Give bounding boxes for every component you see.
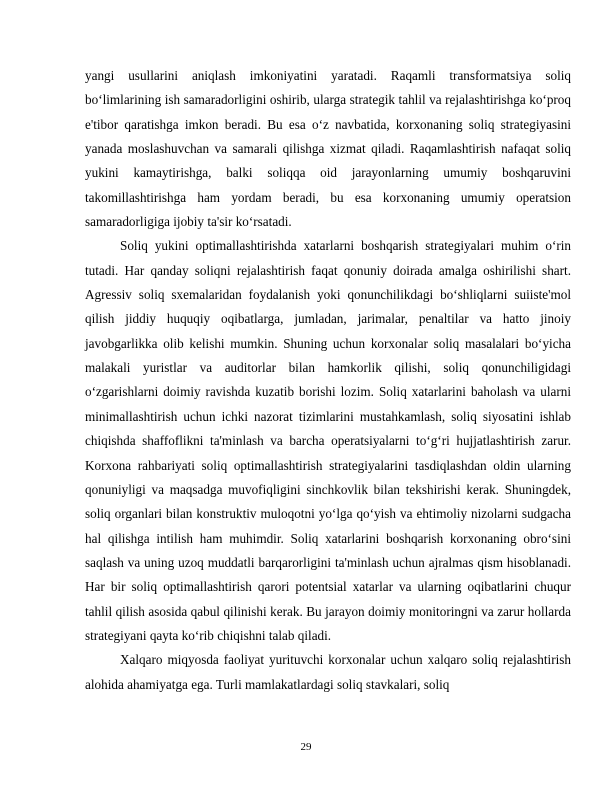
paragraph-international-tax-planning: Xalqaro miqyosda faoliyat yurituvchi korxonalar uchun xalqaro soliq rejalashtirish alohida ahamiyatga ega. Turli mamlakatlardagi soliq stavkalari, soliq (85, 652, 571, 692)
page-number: 29 (300, 741, 312, 753)
paragraph-tax-risk-management: Soliq yukini optimallashtirishda xatarlarni boshqarish strategiyalari muhim o‘rin tutadi. Har qanday soliqni rejalashtirish faqat qonuniy doirada amalga oshirilishi shart. Agressiv soliq sxemalaridan foydalanish yoki qonunchilikdagi bo‘shliqlarni suiiste'mol qilish jiddiy huquqiy oqibatlarga, jumladan, jarimalar, penaltilar va hatto jinoiy javobgarlikka olib kelishi mumkin. Shuning uchun korxonalar soliq masalalari bo‘yicha malakali yuristlar va auditorlar bilan hamkorlik qilishi, soliq qonunchiligidagi o‘zgarishlarni doimiy ravishda kuzatib borishi lozim. Soliq xatarlarini baholash va ularni minimallashtirish uchun ichki nazorat tizimlarini mustahkamlash, soliq siyosatini ishlab chiqishda shaffoflikni ta'minlash va barcha operatsiyalarni to‘g‘ri hujjatlashtirish zarur. Korxona rahbariyati soliq optimallashtirish strategiyalarini tasdiqlashdan oldin ularning qonuniyligi va maqsadga muvofiqligini sinchkovlik bilan tekshirishi kerak. Shuningdek, soliq organlari bilan konstruktiv muloqotni yo‘lga qo‘yish va ehtimoliy nizolarni sudgacha hal qilishga intilish ham muhimdir. Soliq xatarlarini boshqarish korxonaning obro‘sini saqlash va uning uzoq muddatli barqarorligini ta'minlash uchun ajralmas qism hisoblanadi. Har bir soliq optimallashtirish qarori potentsial xatarlar va ularning oqibatlarini chuqur tahlil qilish asosida qabul qilinishi kerak. Bu jarayon doimiy monitoringni va zarur hollarda strategiyani qayta ko‘rib chiqishni talab qiladi. (85, 238, 571, 643)
body-text (85, 64, 571, 697)
paragraph-continuation: yangi usullarini aniqlash imkoniyatini yaratadi. Raqamli transformatsiya soliq bo‘limlarining ish samaradorligini oshirib, ularga strategik tahlil va rejalashtirishga ko‘proq e'tibor qaratishga imkon beradi. Bu esa o‘z navbatida, korxonaning soliq strategiyasini yanada moslashuvchan va samarali qilishga xizmat qiladi. Raqamlashtirish nafaqat soliq yukini kamaytirishga, balki soliqqa oid jarayonlarning umumiy boshqaruvini takomillashtirishga ham yordam beradi, bu esa korxonaning umumiy operatsion samaradorligiga ijobiy ta'sir ko‘rsatadi. (85, 68, 571, 230)
